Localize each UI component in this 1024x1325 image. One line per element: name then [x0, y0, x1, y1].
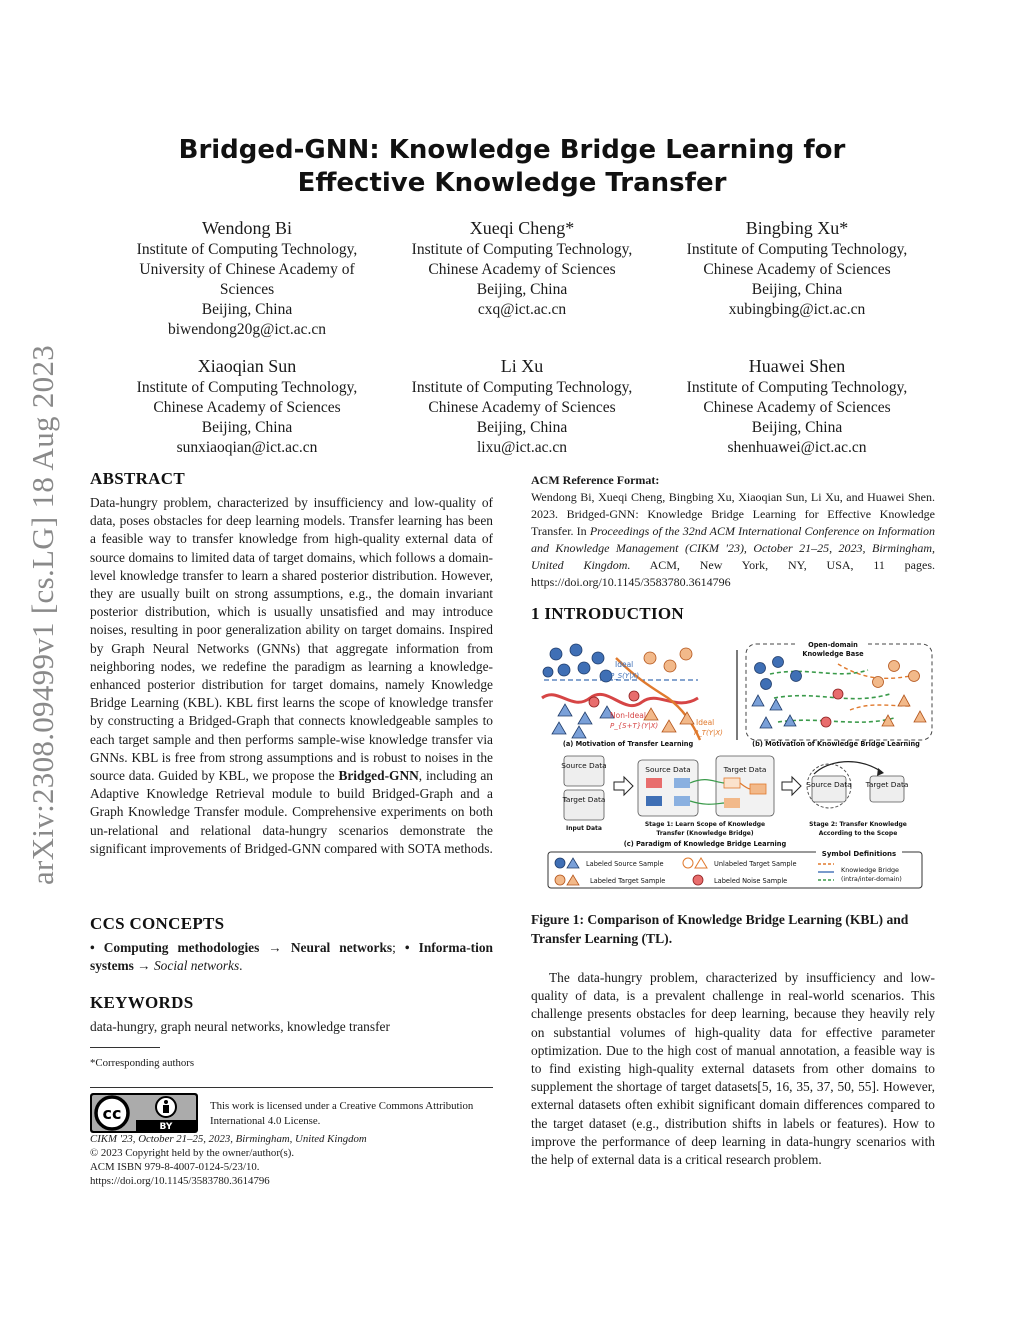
- ccs-text: [90, 939, 493, 975]
- sub-c-caption: (c) Paradigm of Knowledge Bridge Learning: [623, 840, 787, 848]
- author-affiliation-line: Institute of Computing Technology,: [136, 241, 358, 258]
- arrow-1-icon: [614, 777, 633, 795]
- ccs-b1: • Computing methodologies: [90, 940, 260, 955]
- ccs-i1: Social networks: [153, 958, 240, 974]
- input-source-label: Source Data: [561, 761, 607, 770]
- arxiv-stamp: arXiv:2308.09499v1 [cs.LG] 18 Aug 2023: [25, 344, 60, 885]
- author-affiliation-line: Beijing, China: [476, 419, 568, 436]
- arrow-2-icon: [782, 777, 801, 795]
- venue-line: CIKM '23, October 21–25, 2023, Birmingham, United Kingdom: [90, 1133, 367, 1145]
- author-email: lixu@ict.ac.cn: [476, 439, 568, 456]
- stage1-caption-1: Stage 1: Learn Scope of Knowledge: [644, 821, 766, 828]
- ccs-t2: ;: [392, 940, 405, 955]
- open-domain-label: Open-domain: [808, 641, 858, 649]
- author-affiliation-line: Sciences: [219, 281, 275, 298]
- stage1-target-label: Target Data: [723, 765, 767, 774]
- author-affiliation-line: Chinese Academy of Sciences: [153, 399, 341, 416]
- author-email: sunxiaoqian@ict.ac.cn: [176, 439, 318, 456]
- legend-item-4: Labeled Noise Sample: [714, 877, 788, 885]
- figure-caption: Figure 1: Comparison of Knowledge Bridge Learning (KBL) and Transfer Learning (TL).: [531, 912, 909, 946]
- author-email: shenhuawei@ict.ac.cn: [727, 439, 867, 456]
- stage2-target-label: Target Data: [865, 780, 909, 789]
- ideal-s-label: Ideal: [615, 660, 634, 669]
- ideal-t-label: Ideal: [696, 718, 715, 727]
- author-affiliation-line: Institute of Computing Technology,: [686, 241, 908, 258]
- acm-ref-text: [531, 489, 935, 591]
- author-affiliation-line: Beijing, China: [201, 301, 293, 318]
- author-affiliation-line: Institute of Computing Technology,: [411, 241, 633, 258]
- legend-item-1: Labeled Source Sample: [586, 860, 664, 868]
- footnote-rule: [90, 1047, 160, 1048]
- author-affiliation-line: Chinese Academy of Sciences: [428, 399, 616, 416]
- author-name: Xueqi Cheng*: [469, 218, 575, 238]
- by-text: BY: [159, 1122, 173, 1132]
- author-name: Wendong Bi: [201, 218, 293, 238]
- abstract-bold: Bridged-GNN: [338, 768, 419, 784]
- cc-by-icon: [90, 1093, 198, 1133]
- acm-ref-text-2: ACM, New York, NY, USA, 11 pages. https://doi.org/10.1145/3583780.3614796: [531, 558, 935, 589]
- ccs-t4: .: [239, 958, 243, 974]
- author-3: [667, 216, 927, 320]
- author-affiliation-line: Beijing, China: [751, 419, 843, 436]
- acm-ref-heading: ACM Reference Format:: [531, 473, 660, 487]
- pt-label: P_T(Y|X): [694, 729, 723, 737]
- abstract-text: [90, 494, 493, 858]
- author-5: [392, 354, 652, 458]
- abstract-heading: ABSTRACT: [90, 469, 185, 488]
- author-affiliation-line: Institute of Computing Technology,: [411, 379, 633, 396]
- author-affiliation-line: Beijing, China: [201, 419, 293, 436]
- stage1-source-label: Source Data: [645, 765, 691, 774]
- nonideal-label: Non-Ideal: [610, 711, 646, 720]
- keywords-heading: KEYWORDS: [90, 993, 194, 1012]
- title-line-2: Effective Knowledge Transfer: [297, 168, 727, 198]
- kb-label: Knowledge Base: [802, 650, 864, 658]
- author-email: cxq@ict.ac.cn: [477, 301, 567, 318]
- legend-item-2: Unlabeled Target Sample: [714, 860, 797, 868]
- paper-title: [0, 134, 1024, 200]
- author-affiliation-line: University of Chinese Academy of: [139, 261, 355, 278]
- symbol-defs-label: Symbol Definitions: [821, 850, 897, 858]
- ccs-b3: • Informa-tion systems: [90, 940, 493, 974]
- license-text: This work is licensed under a Creative Commons Attribution International 4.0 License.: [210, 1100, 474, 1127]
- acm-ref-italic: Proceedings of the 32nd ACM International Conference on Information and Knowledge Management (CIKM '23), October 21–25, 2023, Birmingham, United Kingdom.: [531, 524, 935, 572]
- ccs-b2: Neural networks: [290, 940, 393, 955]
- author-email: xubingbing@ict.ac.cn: [728, 301, 866, 318]
- panel-b: [746, 638, 932, 748]
- panel-c: [561, 756, 908, 848]
- copyright-line: © 2023 Copyright held by the owner/author(s).: [90, 1147, 295, 1159]
- sub-b-caption: (b) Motivation of Knowledge Bridge Learning: [752, 740, 920, 748]
- input-data-label: Input Data: [566, 825, 602, 832]
- author-affiliation-line: Institute of Computing Technology,: [136, 379, 358, 396]
- sub-a-caption: (a) Motivation of Transfer Learning: [562, 740, 694, 748]
- title-line-1: Bridged-GNN: Knowledge Bridge Learning for: [178, 135, 846, 165]
- keywords-text: data-hungry, graph neural networks, knowledge transfer: [90, 1019, 390, 1034]
- legend-source-circle-icon: [555, 858, 565, 868]
- author-affiliation-line: Beijing, China: [751, 281, 843, 298]
- author-name: Huawei Shen: [748, 356, 846, 376]
- abstract-text-2: , including an Adaptive Knowledge Retrieval module to build Bridged-Graph and a Graph Knowledge Transfer module. Comprehensive experiments on both un-relational and relational data-hungry scenarios demonstrate the significant improvements of Bridged-GNN compared with SOTA methods.: [90, 768, 493, 856]
- license-rule: [90, 1087, 493, 1088]
- author-affiliation-line: Chinese Academy of Sciences: [428, 261, 616, 278]
- stage2-caption-2: According to the Scope: [818, 830, 898, 837]
- stage1-caption-2: Transfer (Knowledge Bridge): [656, 830, 754, 837]
- legend-item-5b: (intra/inter-domain): [841, 876, 902, 883]
- author-1: [117, 216, 377, 340]
- doi-line: https://doi.org/10.1145/3583780.3614796: [90, 1175, 270, 1187]
- author-affiliation-line: Chinese Academy of Sciences: [703, 261, 891, 278]
- ps-label: P_S(Y|X): [610, 672, 640, 680]
- author-4: [117, 354, 377, 458]
- legend-noise-icon: [693, 875, 703, 885]
- author-name: Bingbing Xu*: [745, 218, 849, 238]
- footnote: *Corresponding authors: [90, 1057, 195, 1069]
- cc-text: cc: [102, 1104, 122, 1123]
- input-target-label: Target Data: [562, 795, 606, 804]
- legend-unlabeled-circle-icon: [683, 858, 693, 868]
- author-email: biwendong20g@ict.ac.cn: [167, 321, 327, 338]
- figure-1: [538, 636, 936, 894]
- author-name: Xiaoqian Sun: [197, 356, 297, 376]
- author-affiliation-line: Beijing, China: [476, 281, 568, 298]
- pst-label: P_{S+T}(Y|X): [610, 722, 659, 730]
- legend-item-3: Labeled Target Sample: [590, 877, 666, 885]
- author-6: [667, 354, 927, 458]
- ccs-t3: →: [133, 958, 154, 974]
- abstract-text-1: Data-hungry problem, characterized by insufficiency and low-quality of data, poses obstacles for deep learning models. Transfer learning has been a feasible way to transfer knowledge from high-quality external data of source domains to limited data of target domains, which follows a domain-level knowledge transfer to learn a shared posterior distribution. However, they are usually built on strong assumptions, e.g., the domain invariant posterior distribution, which is usually unsatisfied and may introduce noises, resulting in poor generalization ability on target domains. Inspired by Graph Neural Networks (GNNs) that aggregate information from neighboring nodes, we redefine the paradigm as learning a knowledge-enhanced posterior distribution for target domains, namely Knowledge Bridge Learning (KBL). KBL first learns the scope of knowledge transfer by constructing a Bridged-Graph that connects knowledgeable samples to each target sample and then performs sample-wise knowledge transfer via GNNs. KBL is free from strong assumptions and is robust to noises in the source data. Guided by KBL, we propose the: [90, 495, 493, 784]
- legend-target-circle-icon: [555, 875, 565, 885]
- isbn-line: ACM ISBN 979-8-4007-0124-5/23/10.: [90, 1161, 260, 1173]
- acm-ref-text-1: Wendong Bi, Xueqi Cheng, Bingbing Xu, Xiaoqian Sun, Li Xu, and Huawei Shen. 2023. Bridged-GNN: Knowledge Bridge Learning for Effective Knowledge Transfer. In: [531, 490, 935, 538]
- author-affiliation-line: Institute of Computing Technology,: [686, 379, 908, 396]
- legend: [548, 847, 922, 888]
- ccs-heading: CCS CONCEPTS: [90, 914, 225, 933]
- author-affiliation-line: Chinese Academy of Sciences: [703, 399, 891, 416]
- intro-text: The data-hungry problem, characterized by insufficiency and low-quality of data, is a prevalent challenge in real-world scenarios. This challenge presents obstacles for deep learning, because they heavily rely on substantial volumes of high-quality data for effective parameter optimization. Due to the high cost of manual annotation, a feasible way is to find existing high-quality external datasets from other domains to supplement the shortage of target datasets[5, 16, 35, 37, 50, 55]. However, external datasets often exhibit significant domain differences compared to the target dataset (e.g., distribution shifts in labels or features). How to improve the performance of deep learning in data-hungry scenarios with the help of external data is a critical research problem.: [531, 970, 935, 1168]
- stage2-source-label: Source Data: [806, 780, 852, 789]
- stage2-caption-1: Stage 2: Transfer Knowledge: [809, 821, 907, 828]
- legend-item-5a: Knowledge Bridge: [841, 866, 899, 874]
- author-name: Li Xu: [500, 356, 544, 376]
- author-2: [392, 216, 652, 320]
- panel-a: [542, 644, 723, 748]
- intro-heading: 1 INTRODUCTION: [531, 604, 684, 623]
- ccs-t1: →: [259, 940, 291, 955]
